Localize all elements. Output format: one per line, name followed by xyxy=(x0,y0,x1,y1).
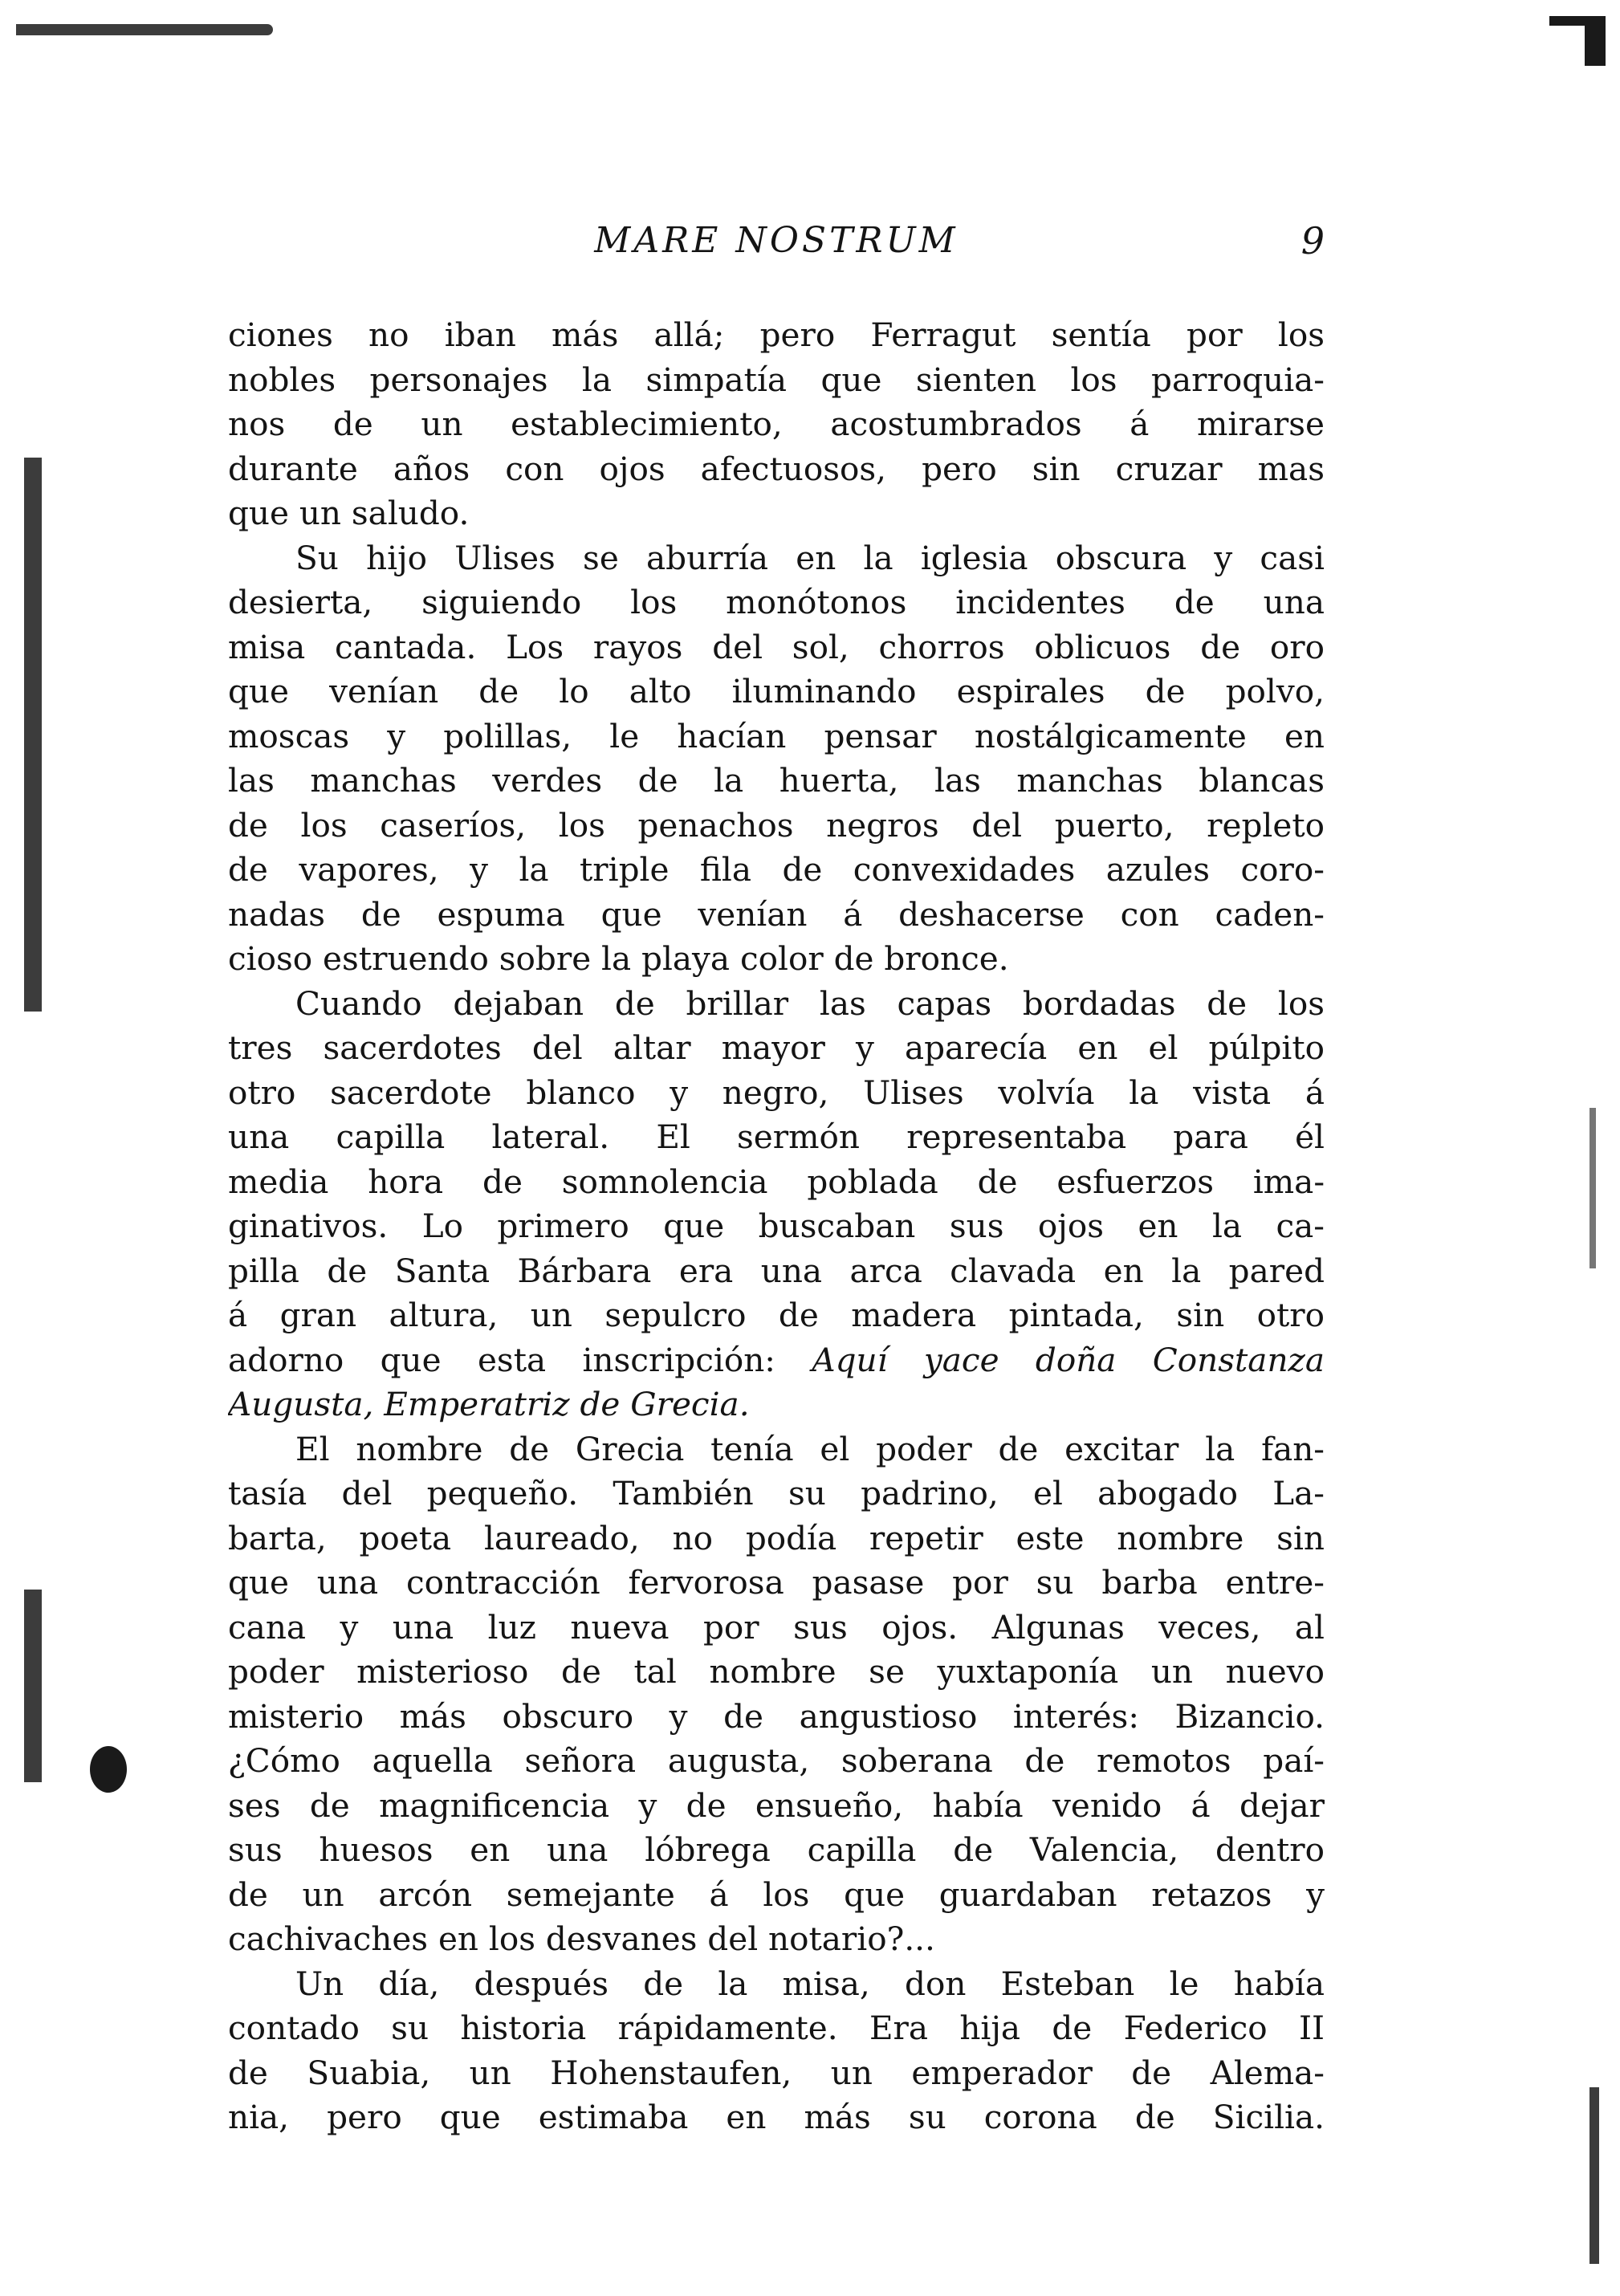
text-line xyxy=(228,1160,1325,1205)
scan-artifact-right-edge-lower xyxy=(1589,2087,1599,2264)
text-line xyxy=(228,714,1325,759)
text-line-content: Cuando dejaban de brillar las capas bordadas de los xyxy=(295,983,1325,1023)
scan-artifact-top-left xyxy=(16,24,273,35)
text-line-content: barta, poeta laureado, no podía repetir este nombre sin xyxy=(228,1518,1325,1557)
text-line-content: contado su historia rápidamente. Era hija de Federico II xyxy=(228,2009,1325,2047)
text-line xyxy=(228,670,1325,714)
text-line-content: misterio más obscuro y de angustioso interés: Bizancio. xyxy=(228,1696,1325,1736)
text-line-content: cana y una luz nueva por sus ojos. Algunas veces, al xyxy=(228,1607,1325,1647)
text-line-content: de Suabia, un Hohenstaufen, un emperador de Alema- xyxy=(228,2053,1325,2092)
text-line-content: nos de un establecimiento, acostumbrados á mirarse xyxy=(228,405,1325,443)
italic-inscription: Augusta, Emperatriz de Grecia. xyxy=(228,1385,750,1423)
text-line xyxy=(228,1828,1325,1873)
text-line xyxy=(228,2006,1325,2051)
text-line-content: á gran altura, un sepulcro de madera pintada, sin otro xyxy=(228,1296,1325,1334)
text-line xyxy=(228,1249,1325,1294)
text-line-content: ses de magnificencia y de ensueño, había venido á dejar xyxy=(228,1785,1325,1825)
text-line xyxy=(228,1739,1325,1784)
text-line-content: una capilla lateral. El sermón representaba para él xyxy=(228,1117,1325,1156)
text-line-content: tasía del pequeño. También su padrino, el abogado La- xyxy=(228,1474,1325,1512)
text-line-content: nadas de espuma que venían á deshacerse con caden- xyxy=(228,894,1325,934)
text-line-content: cachivaches en los desvanes del notario?... xyxy=(228,1919,935,1958)
running-head xyxy=(228,213,1325,269)
text-line-content: otro sacerdote blanco y negro, Ulises volvía la vista á xyxy=(228,1073,1325,1112)
text-line-content: poder misterioso de tal nombre se yuxtaponía un nuevo xyxy=(228,1652,1325,1691)
text-line xyxy=(228,1071,1325,1116)
text-line xyxy=(228,1204,1325,1249)
text-line xyxy=(228,1427,1325,1472)
text-line xyxy=(228,937,1325,982)
text-line-content: tres sacerdotes del altar mayor y aparecía en el púlpito xyxy=(228,1028,1325,1067)
text-line-content: que un saludo. xyxy=(228,494,470,532)
text-line xyxy=(228,1650,1325,1695)
text-line xyxy=(228,358,1325,403)
text-line xyxy=(228,625,1325,670)
text-line xyxy=(228,402,1325,447)
text-line xyxy=(228,1784,1325,1829)
text-line xyxy=(228,848,1325,893)
text-line-content: moscas y polillas, le hacían pensar nostálgicamente en xyxy=(228,716,1325,755)
text-line-content: que una contracción fervorosa pasase por su barba entre- xyxy=(228,1563,1325,1602)
text-line xyxy=(228,2051,1325,2096)
text-line-content: adorno que esta inscripción: xyxy=(228,1340,775,1379)
text-line xyxy=(228,313,1325,358)
italic-inscription: Aquí yace doña Constanza xyxy=(812,1340,1325,1379)
text-line-content: que venían de lo alto iluminando espirales de polvo, xyxy=(228,672,1325,710)
text-line xyxy=(228,982,1325,1027)
text-line-content: ginativos. Lo primero que buscaban sus ojos en la ca- xyxy=(228,1207,1325,1245)
text-line xyxy=(228,1293,1325,1338)
text-line-content: desierta, siguiendo los monótonos incidentes de una xyxy=(228,583,1325,621)
scan-artifact-binding-hole xyxy=(90,1746,127,1793)
scan-artifact-left-margin-bar-lower xyxy=(24,1590,42,1782)
scan-artifact-top-right-edge xyxy=(1549,16,1606,26)
text-line-content: nobles personajes la simpatía que sienten los parroquia- xyxy=(228,360,1325,399)
text-line xyxy=(228,1561,1325,1606)
text-line-content: Un día, después de la misa, don Esteban le había xyxy=(295,1964,1325,2003)
text-line-content: ¿Cómo aquella señora augusta, soberana de remotos paí- xyxy=(228,1741,1325,1780)
text-line xyxy=(228,1516,1325,1561)
text-line xyxy=(228,2095,1325,2140)
text-line xyxy=(228,893,1325,938)
text-line-content: las manchas verdes de la huerta, las manchas blancas xyxy=(228,761,1325,800)
text-line xyxy=(228,1472,1325,1516)
text-line xyxy=(228,1917,1325,1962)
text-line xyxy=(228,1962,1325,2007)
text-line-content: ciones no iban más allá; pero Ferragut sentía por los xyxy=(228,315,1325,354)
text-line xyxy=(228,1382,1325,1427)
text-line xyxy=(228,759,1325,804)
text-line-content: Su hijo Ulises se aburría en la iglesia obscura y casi xyxy=(295,538,1325,577)
text-line xyxy=(228,1338,1325,1383)
running-title: MARE NOSTRUM xyxy=(594,220,959,261)
text-line-content: nia, pero que estimaba en más su corona de Sicilia. xyxy=(228,2098,1325,2136)
text-line-content: de vapores, y la triple fila de convexidades azules coro- xyxy=(228,850,1325,889)
text-line xyxy=(228,1606,1325,1651)
text-line xyxy=(228,1115,1325,1160)
text-line-content: de los caseríos, los penachos negros del puerto, repleto xyxy=(228,805,1325,845)
text-line xyxy=(228,536,1325,581)
text-line-content: media hora de somnolencia poblada de esfuerzos ima- xyxy=(228,1162,1325,1201)
text-line xyxy=(228,1695,1325,1740)
body-text xyxy=(228,313,1325,2140)
text-line-content: pilla de Santa Bárbara era una arca clavada en la pared xyxy=(228,1251,1325,1290)
text-line-content: durante años con ojos afectuosos, pero sin cruzar mas xyxy=(228,449,1325,488)
text-line xyxy=(228,491,1325,536)
text-line xyxy=(228,804,1325,849)
text-line xyxy=(228,580,1325,625)
text-line-content: de un arcón semejante á los que guardaban retazos y xyxy=(228,1875,1325,1914)
text-line xyxy=(228,447,1325,492)
scan-artifact-left-margin-bar xyxy=(24,458,42,1012)
text-line xyxy=(228,1873,1325,1918)
text-line-content: misa cantada. Los rayos del sol, chorros oblicuos de oro xyxy=(228,627,1325,666)
text-line-content: El nombre de Grecia tenía el poder de excitar la fan- xyxy=(295,1429,1325,1468)
page-number: 9 xyxy=(1300,219,1325,263)
scan-artifact-right-edge xyxy=(1589,1108,1596,1268)
text-line xyxy=(228,1026,1325,1071)
text-line-content: cioso estruendo sobre la playa color de bronce. xyxy=(228,939,1009,978)
text-line-content: sus huesos en una lóbrega capilla de Valencia, dentro xyxy=(228,1830,1325,1869)
